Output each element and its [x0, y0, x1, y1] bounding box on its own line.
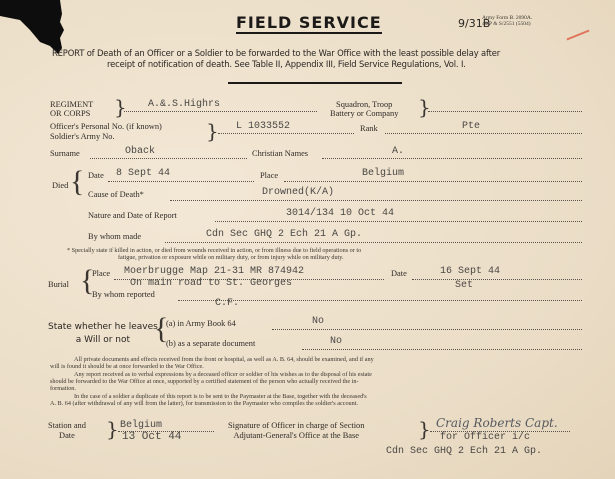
brace-icon: } — [114, 95, 127, 119]
page-title: FIELD SERVICE — [236, 13, 382, 32]
regiment-value[interactable]: A.&.S.Highrs — [148, 99, 221, 110]
signature-line-2: for Officer i/c — [440, 432, 531, 443]
station-value[interactable]: Belgium — [120, 420, 163, 431]
red-check-mark — [566, 30, 589, 41]
form-reference: Army Form B. 2090A. 40/P & S/2551 (5504) — [482, 15, 533, 27]
burial-date-label: Date — [391, 269, 407, 278]
burial-date-value-2[interactable]: Set — [455, 280, 474, 291]
officer-signature[interactable]: Craig Roberts Capt. — [436, 416, 558, 430]
instruction-p2-line3: formation. — [50, 385, 76, 392]
cause-value[interactable]: Drowned(K/A) — [262, 187, 335, 198]
cause-label: Cause of Death* — [88, 190, 144, 199]
burial-place-value[interactable]: Moerbrugge Map 21-31 MR 874942 — [124, 266, 305, 277]
surname-label: Surname — [50, 149, 80, 158]
burial-date-value[interactable]: 16 Sept 44 — [440, 266, 501, 277]
by-whom-label: By whom made — [88, 232, 142, 241]
form-code: 9/31B — [458, 17, 491, 30]
report-date-value[interactable]: 13 Oct 44 — [122, 431, 182, 443]
will-b-value[interactable]: No — [330, 336, 343, 347]
will-a-label: (a) in Army Book 64 — [166, 319, 236, 328]
signature-label: Signature of Officer in charge of Section Adjutant-General's Office at the Base — [228, 421, 365, 440]
instruction-p3-line1: In the case of a soldier a duplicate of this report is to be sent to the Paymaster at the Base, together with the deceased's — [74, 393, 367, 400]
report-value[interactable]: 3014/134 10 Oct 44 — [286, 208, 395, 219]
army-number-label: Officer's Personal No. (if known) Soldier's Army No. — [50, 122, 162, 141]
burial-label: Burial — [48, 280, 69, 289]
surname-value[interactable]: Oback — [125, 146, 156, 157]
station-date-label: Station and Date — [48, 421, 86, 440]
title-rule — [228, 82, 402, 84]
christian-names-label: Christian Names — [252, 149, 309, 158]
reported-label: By whom reported — [92, 290, 155, 299]
subtitle-line-2: receipt of notification of death. See Table II, Appendix III, Field Service Regulations, Vol. I. — [107, 59, 466, 69]
reported-value[interactable]: C.F. — [215, 298, 240, 309]
squadron-field[interactable] — [428, 110, 582, 112]
instruction-p2-line1: Any report received as to verbal expressions by a deceased officer or soldier of his wishes as to the disposal of his estate — [74, 371, 372, 378]
instruction-p1-line2: will is found it should be at once forwarded to the War Office. — [50, 363, 204, 370]
instruction-p3-line2: A. B. 64 (after withdrawal of any will from the latter), for transmission to the Paymaster who compiles the soldier's account. — [50, 400, 359, 407]
squadron-label: Squadron, Troop Battery or Company — [330, 100, 399, 118]
died-date-value[interactable]: 8 Sept 44 — [116, 168, 171, 179]
by-whom-value[interactable]: Cdn Sec GHQ 2 Ech 21 A Gp. — [206, 229, 363, 240]
footnote-line-2: fatigue, privation or exposure while on military duty, or from injury while on military duty. — [118, 254, 344, 261]
brace-icon: } — [418, 95, 431, 119]
signature-line-3: Cdn Sec GHQ 2 Ech 21 A Gp. — [386, 446, 543, 457]
brace-icon: { — [154, 312, 169, 345]
died-label: Died — [52, 181, 69, 190]
burial-place-label: Place — [92, 269, 111, 278]
brace-icon: } — [206, 119, 219, 143]
regiment-label: REGIMENT OR CORPS — [50, 100, 94, 118]
brace-icon: } — [106, 417, 119, 441]
footnote-line-1: * Specially state if killed in action, or died from wounds received in action, or from illness due to field operations or to — [67, 247, 362, 254]
died-place-label: Place — [260, 171, 279, 180]
rank-label: Rank — [360, 124, 378, 133]
army-number-value[interactable]: L 1033552 — [236, 121, 291, 132]
report-label: Nature and Date of Report — [88, 211, 177, 220]
died-date-label: Date — [88, 171, 104, 180]
rank-value[interactable]: Pte — [462, 121, 481, 132]
will-label: State whether he leaves a Will or not — [48, 322, 158, 345]
christian-names-value[interactable]: A. — [392, 146, 405, 157]
died-place-value[interactable]: Belgium — [362, 168, 405, 179]
brace-icon: { — [80, 264, 95, 297]
brace-icon: } — [418, 417, 431, 441]
burial-place-value-2[interactable]: On main road to St. Georges — [130, 278, 293, 289]
will-b-label: (b) as a separate document — [166, 339, 256, 348]
instruction-p1-line1: All private documents and effects received from the front or hospital, as well as A. B. 64, should be examined, and if any — [74, 356, 374, 363]
subtitle-line-1: REPORT of Death of an Officer or a Soldier to be forwarded to the War Office with the least possible delay after — [52, 48, 501, 58]
will-a-value[interactable]: No — [312, 316, 325, 327]
instruction-p2-line2: should be forwarded to the War Office at once, supported by a certified statement of the person who actually received the in- — [50, 378, 359, 385]
brace-icon: { — [70, 165, 85, 198]
